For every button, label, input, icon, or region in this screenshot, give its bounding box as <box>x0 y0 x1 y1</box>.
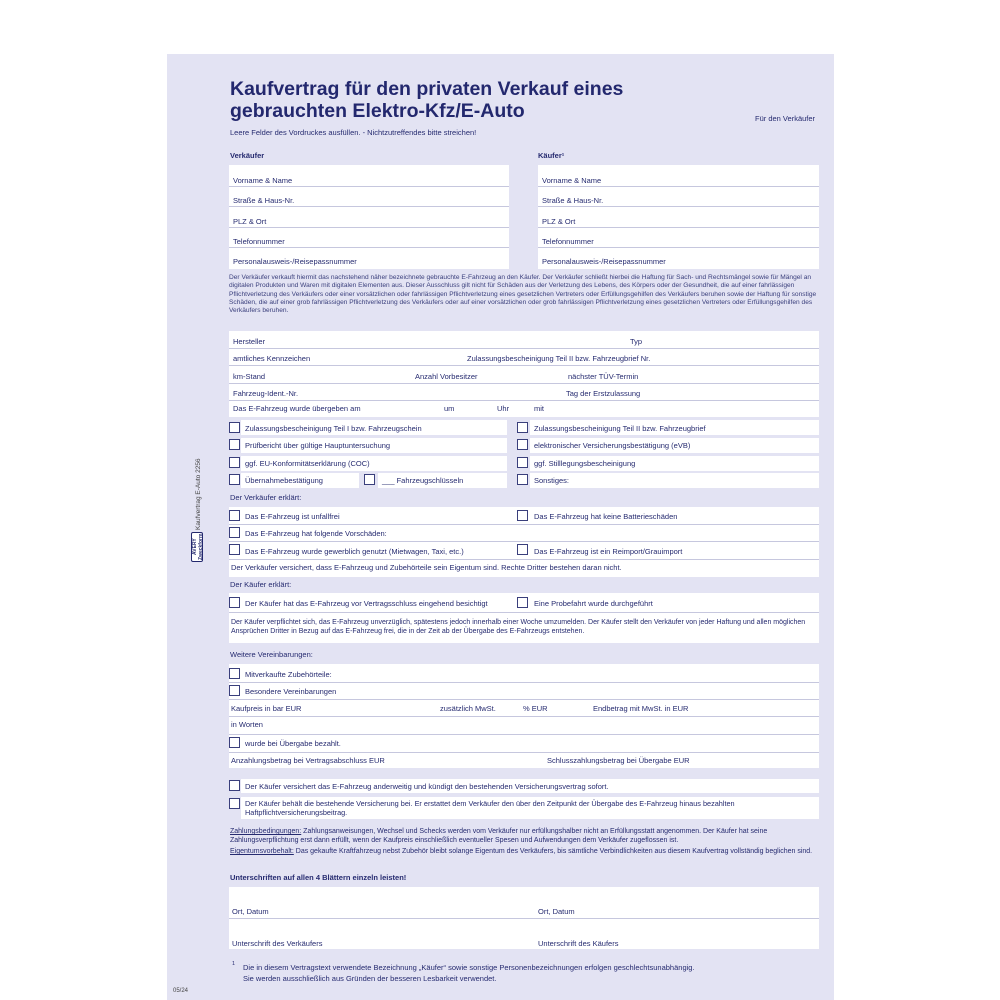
seller-phone-field[interactable]: Telefonnummer <box>233 237 285 246</box>
retention-text: Das gekaufte Kraftfahrzeug nebst Zubehör bleibt solange Eigentum des Verkäufers, bis sämtliche Verbindlichkeiten aus diesem Kaufvertrag vollständig beglichen sind. <box>293 848 813 855</box>
liability-paragraph: Der Verkäufer verkauft hiermit das nachstehend näher bezeichnete gebrauchte E-Fahrzeug an den Käufer. Der Verkäufer schließt hierbei die Haftung für Sach- und Rechtsmängel sowie für Mängel an digitalen Produkten und Waren mit digitalen Elementen aus. Dieser Ausschluss gilt nicht für Schäden aus der Verletzung des Lebens, des Körpers oder der Gesundheit, die auf einer fahrlässigen Pflichtverletzung des Verkäufers oder einer vorsätzlichen oder fahrlässigen Pflichtverletzung eines gesetzlichen Vertreters oder Erfüllungsgehilfen des Verkäufers beruhen sowie der Haftung für sonstige Schäden, die auf einer grob fahrlässigen Pflichtverletzung des Verkäufers oder auf einer vorsätzlichen oder grob fahrlässigen Pflichtverletzung eines gesetzlichen Vertreters oder Erfüllungsgehilfen des Verkäufers beruhen. <box>229 274 817 315</box>
handover-time-label: um <box>444 404 455 413</box>
keep-insurance-checkbox[interactable] <box>229 798 240 809</box>
footnote-line-2: Sie werden ausschließlich aus Gründen der besseren Lesbarkeit verwendet. <box>243 974 497 983</box>
test-drive-checkbox[interactable] <box>517 597 528 608</box>
doc-checkbox-6[interactable] <box>517 457 528 468</box>
doc-checkbox-4[interactable] <box>517 439 528 450</box>
doc-checkbox-2[interactable] <box>517 422 528 433</box>
signatures-heading: Unterschriften auf allen 4 Blättern einzeln leisten! <box>230 873 407 882</box>
prior-damage-checkbox[interactable] <box>229 527 240 538</box>
reregistration-paragraph: Der Käufer verpflichtet sich, das E-Fahrzeug unverzüglich, spätestens jedoch innerhalb einer Woche umzumelden. Der Käufer stellt den Verkäufer von jeder Haftung und allen möglichen Ansprüchen Dritter in Bezug auf das E-Fahrzeug frei, die in der Zeit ab der Übergabe des E-Fahrzeugs entstehen. <box>231 619 806 635</box>
doc-checkbox-1[interactable] <box>229 422 240 433</box>
total-field[interactable]: Endbetrag mit MwSt. in EUR <box>593 704 689 713</box>
seller-street-field[interactable]: Straße & Haus-Nr. <box>233 196 295 205</box>
license-plate-field[interactable]: amtliches Kennzeichen <box>233 354 311 363</box>
price-field[interactable]: Kaufpreis in bar EUR <box>231 704 302 713</box>
deposit-field[interactable]: Anzahlungsbetrag bei Vertragsabschluss EUR <box>231 756 385 765</box>
seller-name-field[interactable]: Vorname & Name <box>233 176 293 185</box>
payment-terms-text: Zahlungsanweisungen, Wechsel und Schecks werden vom Verkäufer nur erfüllungshalber nicht an Erfüllungsstatt angenommen. Der Käufer hat seine Zahlungsverpflichtung erst dann erfüllt, wenn der Kaufpreis einschließlich eventueller Spesen und Aufwendungen dem Verkäufer zugeflossen ist. <box>230 828 768 844</box>
vat-field[interactable]: zusätzlich MwSt. <box>440 704 496 713</box>
page-title <box>230 78 623 122</box>
registration-field[interactable]: Zulassungsbescheinigung Teil II bzw. Fahrzeugbrief Nr. <box>467 354 651 363</box>
vat-percent-label: % EUR <box>523 704 548 713</box>
with-label: mit <box>534 404 544 413</box>
type-field[interactable]: Typ <box>630 337 643 346</box>
footnote-mark: 1 <box>232 961 236 967</box>
doc-checkbox-8[interactable] <box>364 474 375 485</box>
seller-declares-heading: Der Verkäufer erklärt: <box>230 493 302 502</box>
doc-label-3: Prüfbericht über gültige Hauptuntersuchung <box>245 441 391 450</box>
title-line-1: Kaufvertrag für den privaten Verkauf eines <box>230 78 624 100</box>
title-line-2: gebrauchten Elektro-Kfz/E-Auto <box>230 100 525 122</box>
no-battery-damage-checkbox[interactable] <box>517 510 528 521</box>
buyer-name-field[interactable]: Vorname & Name <box>542 176 602 185</box>
buyer-signature-field[interactable]: Unterschrift des Käufers <box>538 939 619 948</box>
footnote-line-1: Die in diesem Vertragstext verwendete Bezeichnung „Käufer“ sowie sonstige Personenbezeichnungen erfolgen geschlechtsunabhängig. <box>243 963 695 972</box>
doc-label-5: ggf. EU-Konformitätserklärung (COC) <box>245 459 370 468</box>
prior-damage-label: Das E-Fahrzeug hat folgende Vorschäden: <box>245 529 387 538</box>
buyer-street-field[interactable]: Straße & Haus-Nr. <box>542 196 604 205</box>
accident-free-label: Das E-Fahrzeug ist unfallfrei <box>245 512 340 521</box>
doc-label-4: elektronischer Versicherungsbestätigung (eVB) <box>534 441 691 450</box>
buyer-phone-field[interactable]: Telefonnummer <box>542 237 594 246</box>
doc-label-9: Sonstiges: <box>534 476 570 485</box>
in-words-field[interactable]: in Worten <box>231 720 263 729</box>
buyer-declares-heading: Der Käufer erklärt: <box>230 580 292 589</box>
insure-elsewhere-label: Der Käufer versichert das E-Fahrzeug anderweitig und kündigt den bestehenden Versicherungsvertrag sofort. <box>245 782 609 791</box>
copy-label: Für den Verkäufer <box>755 114 816 123</box>
no-battery-damage-label: Das E-Fahrzeug hat keine Batterieschäden <box>534 512 678 521</box>
reimport-label: Das E-Fahrzeug ist ein Reimport/Grauimport <box>534 547 683 556</box>
reimport-checkbox[interactable] <box>517 544 528 555</box>
special-agreements-checkbox[interactable] <box>229 685 240 696</box>
commercial-use-label: Das E-Fahrzeug wurde gewerblich genutzt (Mietwagen, Taxi, etc.) <box>245 547 464 556</box>
mileage-field[interactable]: km-Stand <box>233 372 266 381</box>
form-code: Kaufvertrag E-Auto 2256 <box>195 458 202 530</box>
doc-label-7: Übernahmebestätigung <box>245 476 323 485</box>
inspected-checkbox[interactable] <box>229 597 240 608</box>
manufacturer-field[interactable]: Hersteller <box>233 337 266 346</box>
seller-city-field[interactable]: PLZ & Ort <box>233 217 267 226</box>
buyer-city-field[interactable]: PLZ & Ort <box>542 217 576 226</box>
paid-at-handover-checkbox[interactable] <box>229 737 240 748</box>
previous-owners-field[interactable]: Anzahl Vorbesitzer <box>415 372 478 381</box>
keep-insurance-label: Der Käufer behält die bestehende Versicherung bei. Er erstattet dem Verkäufer den über den Zeitpunkt der Übergabe des E-Fahrzeug hinaus bezahlten Haftpflichtversicherungsbeitrag. <box>245 799 735 817</box>
buyer-id-field[interactable]: Personalausweis-/Reisepassnummer <box>542 257 666 266</box>
inspected-label: Der Käufer hat das E-Fahrzeug vor Vertragsschluss eingehend besichtigt <box>245 599 488 608</box>
agreements-heading: Weitere Vereinbarungen: <box>230 650 313 659</box>
buyer-place-date-field[interactable]: Ort, Datum <box>538 907 575 916</box>
test-drive-label: Eine Probefahrt wurde durchgeführt <box>534 599 653 608</box>
seller-heading: Verkäufer <box>230 151 265 160</box>
doc-checkbox-9[interactable] <box>517 474 528 485</box>
paid-at-handover-label: wurde bei Übergabe bezahlt. <box>245 739 341 748</box>
doc-checkbox-5[interactable] <box>229 457 240 468</box>
clock-label: Uhr <box>497 404 510 413</box>
avery-logo: AVERY Zweckform <box>192 533 204 561</box>
date-code: 05/24 <box>173 988 189 994</box>
seller-place-date-field[interactable]: Ort, Datum <box>232 907 269 916</box>
insure-elsewhere-checkbox[interactable] <box>229 780 240 791</box>
instructions: Leere Felder des Vordruckes ausfüllen. - Nichtzutreffendes bitte streichen! <box>230 128 477 137</box>
doc-label-2: Zulassungsbescheinigung Teil II bzw. Fahrzeugbrief <box>534 424 706 433</box>
payment-terms-label: Zahlungsbedingungen: <box>230 828 302 835</box>
ownership-assurance: Der Verkäufer versichert, dass E-Fahrzeug und Zubehörteile sein Eigentum sind. Rechte Dritter bestehen daran nicht. <box>231 563 622 572</box>
retention-of-title <box>230 847 820 856</box>
vin-field[interactable]: Fahrzeug-Ident.-Nr. <box>233 389 299 398</box>
commercial-use-checkbox[interactable] <box>229 544 240 555</box>
accessories-checkbox[interactable] <box>229 668 240 679</box>
handover-date-field[interactable]: Das E-Fahrzeug wurde übergeben am <box>233 404 361 413</box>
seller-signature-field[interactable]: Unterschrift des Verkäufers <box>232 939 323 948</box>
retention-label: Eigentumsvorbehalt: <box>230 848 294 855</box>
seller-id-field[interactable]: Personalausweis-/Reisepassnummer <box>233 257 357 266</box>
accident-free-checkbox[interactable] <box>229 510 240 521</box>
special-agreements-label: Besondere Vereinbarungen <box>245 687 337 696</box>
first-registration-field[interactable]: Tag der Erstzulassung <box>566 389 641 398</box>
buyer-heading: Käufer¹ <box>538 151 565 160</box>
doc-checkbox-7[interactable] <box>229 474 240 485</box>
accessories-label: Mitverkaufte Zubehörteile: <box>245 670 332 679</box>
doc-label-6: ggf. Stilllegungsbescheinigung <box>534 459 636 468</box>
payment-terms <box>230 827 820 845</box>
final-payment-field[interactable]: Schlusszahlungsbetrag bei Übergabe EUR <box>547 756 690 765</box>
doc-label-1: Zulassungsbescheinigung Teil I bzw. Fahrzeugschein <box>245 424 422 433</box>
tuev-date-field[interactable]: nächster TÜV-Termin <box>568 372 639 381</box>
doc-checkbox-3[interactable] <box>229 439 240 450</box>
doc-label-8: ___ Fahrzeugschlüsseln <box>382 476 464 485</box>
